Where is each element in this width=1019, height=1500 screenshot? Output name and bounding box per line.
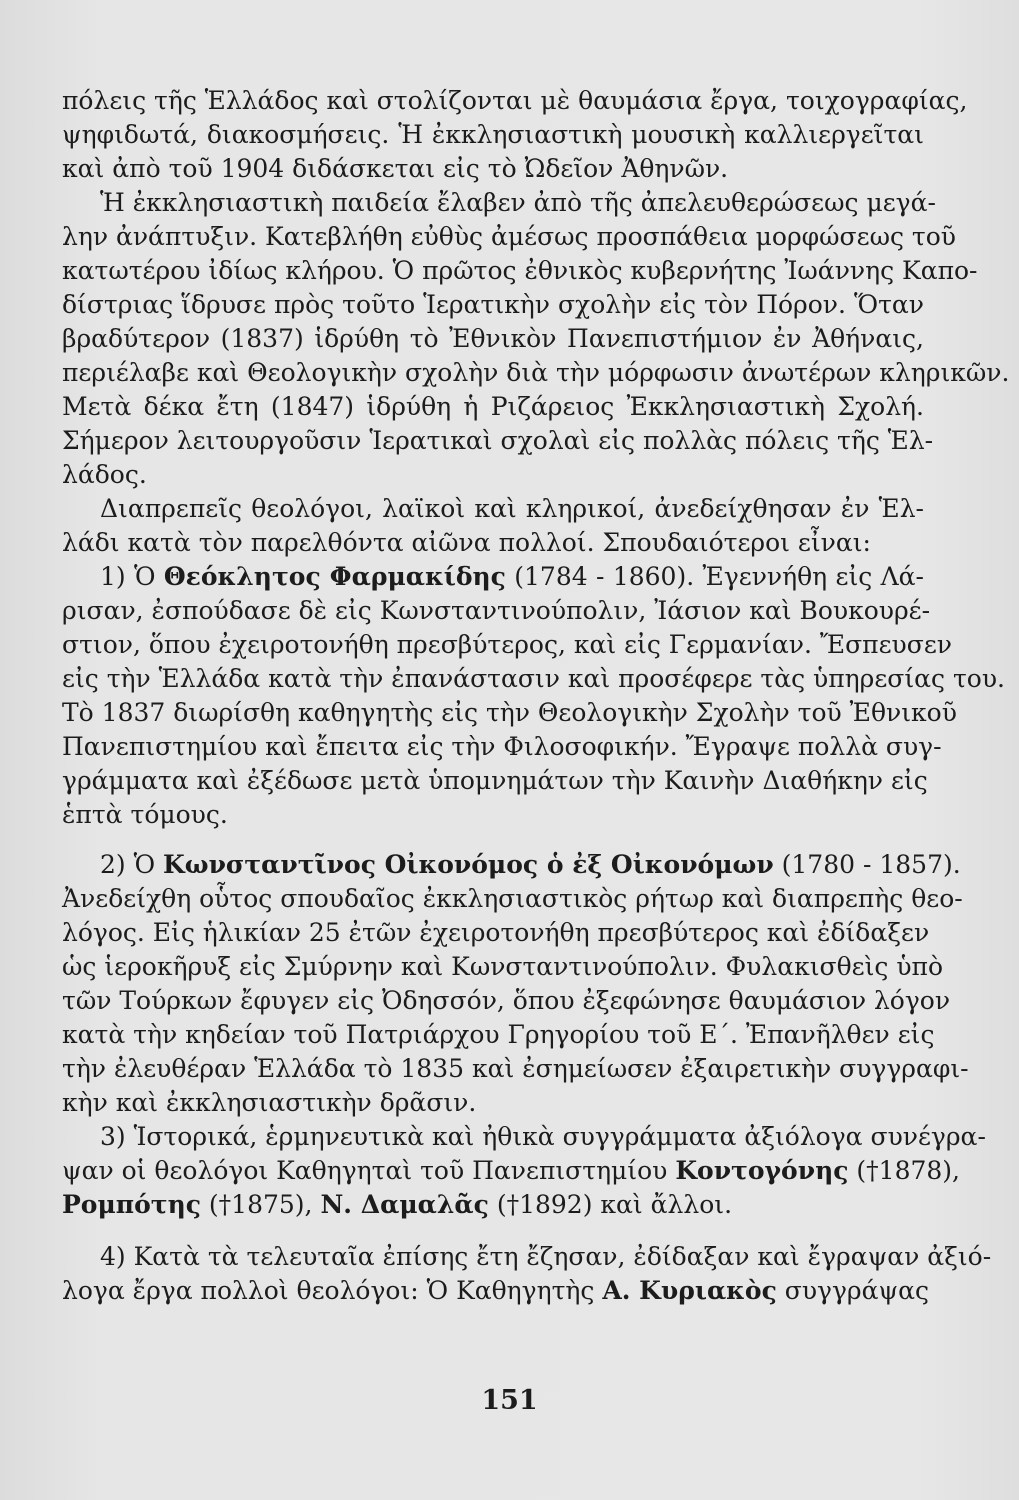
text-line: Ρομπότης (†1875), Ν. Δαμαλᾶς (†1892) καὶ ἄλλοι.: [62, 1190, 733, 1219]
text-line: λογα ἔργα πολλοὶ θεολόγοι: Ὁ Καθηγητὴς Α. Κυριακὸς συγγράψας: [62, 1276, 929, 1305]
text-line: εἰς τὴν Ἑλλάδα κατὰ τὴν ἐπανάστασιν καὶ προσέφερε τὰς ὑπηρεσίας του.: [62, 664, 1006, 693]
text-line: ψηφιδωτά, διακοσμήσεις. Ἡ ἐκκλησιαστικὴ μουσικὴ καλλιεργεῖται: [62, 120, 924, 149]
text-line: λην ἀνάπτυξιν. Κατεβλήθη εὐθὺς ἀμέσως προσπάθεια μορφώσεως τοῦ: [62, 222, 956, 251]
text-line: λάδος.: [62, 460, 147, 489]
text-line: 2) Ὁ Κωνσταντῖνος Οἰκονόμος ὁ ἐξ Οἰκονόμων (1780 - 1857).: [100, 850, 961, 879]
text-line: πόλεις τῆς Ἑλλάδος καὶ στολίζονται μὲ θαυμάσια ἔργα, τοιχογραφίας,: [62, 86, 968, 115]
text-line: Μετὰ δέκα ἔτη (1847) ἱδρύθη ἡ Ριζάρειος Ἐκκλησιαστικὴ Σχολή.: [62, 392, 924, 421]
text-line: γράμματα καὶ ἐξέδωσε μετὰ ὑπομνημάτων τὴν Καινὴν Διαθήκην εἰς: [62, 766, 928, 795]
text-line: κατὰ τὴν κηδείαν τοῦ Πατριάρχου Γρηγορίου τοῦ Ε΄. Ἐπανῆλθεν εἰς: [62, 1020, 935, 1049]
text-line: λόγος. Εἰς ἡλικίαν 25 ἐτῶν ἐχειροτονήθη πρεσβύτερος καὶ ἐδίδαξεν: [62, 918, 930, 947]
text-line: Διαπρεπεῖς θεολόγοι, λαϊκοὶ καὶ κληρικοί, ἀνεδείχθησαν ἐν Ἑλ-: [100, 494, 924, 523]
text-line: κατωτέρου ἰδίως κλήρου. Ὁ πρῶτος ἐθνικὸς κυβερνήτης Ἰωάννης Καπο-: [62, 256, 978, 285]
text-line: ἑπτὰ τόμους.: [62, 800, 228, 829]
text-line: Σήμερον λειτουργοῦσιν Ἱερατικαὶ σχολαὶ εἰς πολλὰς πόλεις τῆς Ἑλ-: [62, 426, 934, 455]
text-line: Ἡ ἐκκλησιαστικὴ παιδεία ἔλαβεν ἀπὸ τῆς ἀπελευθερώσεως μεγά-: [100, 188, 936, 217]
text-line: καὶ ἀπὸ τοῦ 1904 διδάσκεται εἰς τὸ Ὠδεῖον Ἀθηνῶν.: [62, 154, 729, 183]
text-line: λάδι κατὰ τὸν παρελθόντα αἰῶνα πολλοί. Σπουδαιότεροι εἶναι:: [62, 528, 871, 557]
page-number: 151: [481, 1385, 538, 1416]
text-line: ψαν οἱ θεολόγοι Καθηγηταὶ τοῦ Πανεπιστημίου Κοντογόνης (†1878),: [62, 1156, 961, 1185]
text-line: Πανεπιστημίου καὶ ἔπειτα εἰς τὴν Φιλοσοφικήν. Ἔγραψε πολλὰ συγ-: [62, 732, 942, 761]
text-line: βραδύτερον (1837) ἱδρύθη τὸ Ἐθνικὸν Πανεπιστήμιον ἐν Ἀθήναις,: [62, 324, 924, 353]
text-line: ρισαν, ἐσπούδασε δὲ εἰς Κωνσταντινούπολιν, Ἰάσιον καὶ Βουκουρέ-: [62, 596, 931, 625]
text-line: 1) Ὁ Θεόκλητος Φαρμακίδης (1784 - 1860). Ἐγεννήθη εἰς Λά-: [100, 562, 924, 591]
text-line: Τὸ 1837 διωρίσθη καθηγητὴς εἰς τὴν Θεολογικὴν Σχολὴν τοῦ Ἐθνικοῦ: [62, 698, 957, 727]
bold-name: Κοντογόνης: [675, 1156, 849, 1185]
text-line: κὴν καὶ ἐκκλησιαστικὴν δρᾶσιν.: [62, 1088, 477, 1117]
text-line: τὴν ἐλευθέραν Ἑλλάδα τὸ 1835 καὶ ἐσημείωσεν ἐξαιρετικὴν συγγραφι-: [62, 1054, 969, 1083]
text-line: ὡς ἱεροκῆρυξ εἰς Σμύρνην καὶ Κωνσταντινούπολιν. Φυλακισθεὶς ὑπὸ: [62, 952, 944, 981]
text-line: περιέλαβε καὶ Θεολογικὴν σχολὴν διὰ τὴν μόρφωσιν ἀνωτέρων κληρικῶν.: [62, 358, 1010, 387]
bold-name: Α. Κυριακὸς: [602, 1276, 777, 1305]
text-line: δίστριας ἵδρυσε πρὸς τοῦτο Ἱερατικὴν σχολὴν εἰς τὸν Πόρον. Ὅταν: [62, 290, 924, 319]
bold-name: Ρομπότης: [62, 1190, 201, 1219]
text-line: 4) Κατὰ τὰ τελευταῖα ἐπίσης ἔτη ἔζησαν, ἐδίδαξαν καὶ ἔγραψαν ἀξιό-: [100, 1242, 992, 1271]
bold-name: Ν. Δαμαλᾶς: [320, 1190, 489, 1219]
bold-name: Κωνσταντῖνος Οἰκονόμος ὁ ἐξ Οἰκονόμων: [163, 850, 774, 879]
text-line: στιον, ὅπου ἐχειροτονήθη πρεσβύτερος, καὶ εἰς Γερμανίαν. Ἔσπευσεν: [62, 630, 952, 659]
text-line: 3) Ἱστορικά, ἑρμηνευτικὰ καὶ ἠθικὰ συγγράμματα ἀξιόλογα συνέγρα-: [100, 1122, 986, 1151]
bold-name: Θεόκλητος Φαρμακίδης: [163, 562, 506, 591]
text-line: Ἀνεδείχθη οὗτος σπουδαῖος ἐκκλησιαστικὸς ρήτωρ καὶ διαπρεπὴς θεο-: [62, 884, 963, 913]
text-line: τῶν Τούρκων ἔφυγεν εἰς Ὀδησσόν, ὅπου ἐξεφώνησε θαυμάσιον λόγον: [62, 986, 951, 1015]
